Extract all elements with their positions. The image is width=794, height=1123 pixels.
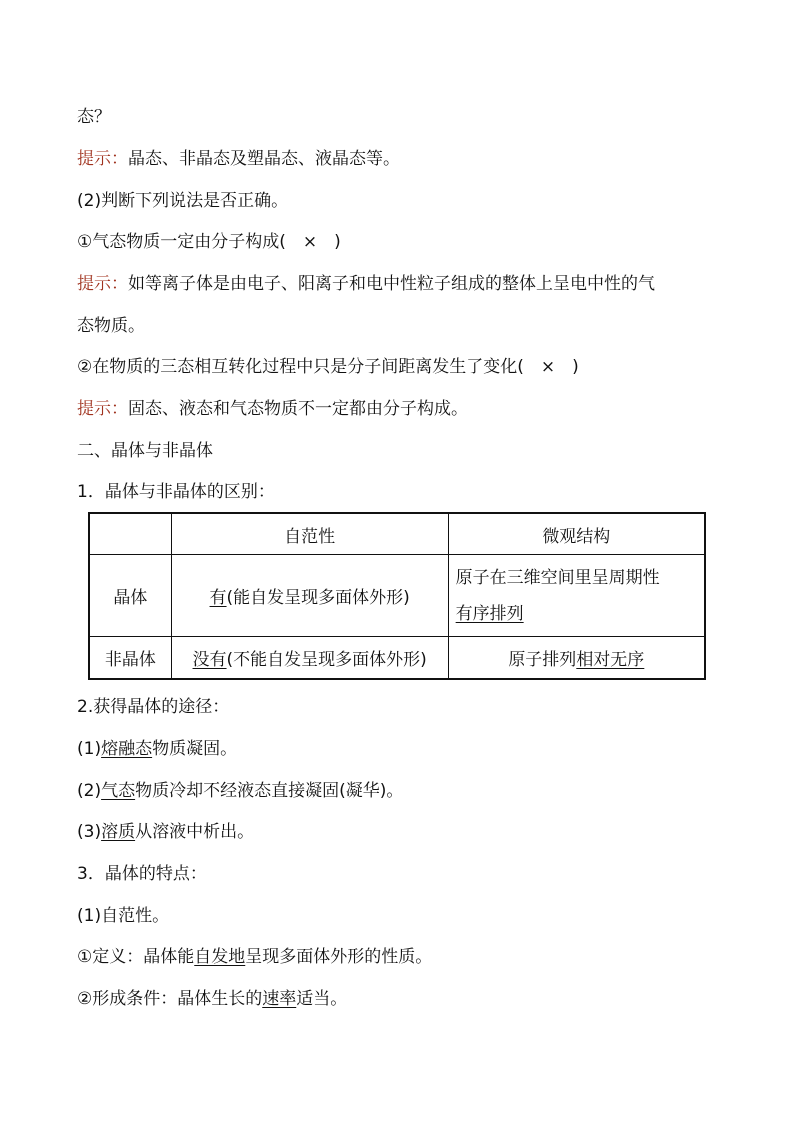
table-cell bbox=[171, 555, 448, 637]
answer-blank: 自发地 bbox=[194, 947, 246, 967]
cell-text: (能自发呈现多面体外形) bbox=[226, 588, 410, 608]
answer-blank: 有 bbox=[209, 588, 227, 608]
hint-line bbox=[77, 398, 468, 420]
section-heading: 二、晶体与非晶体 bbox=[77, 441, 213, 461]
hint-text: 晶态、非晶态及塑晶态、液晶态等。 bbox=[128, 149, 400, 169]
text-line: 态物质。 bbox=[77, 316, 145, 336]
table-row bbox=[89, 555, 705, 637]
answer-blank: 气态 bbox=[101, 781, 136, 801]
list-number: (1) bbox=[77, 739, 102, 759]
hint-label: 提示： bbox=[77, 149, 128, 169]
text-line: (2)判断下列说法是否正确。 bbox=[77, 191, 289, 211]
list-text: 物质冷却不经液态直接凝固(凝华)。 bbox=[135, 781, 404, 801]
subsection-heading: 2.获得晶体的途径： bbox=[77, 697, 230, 717]
list-item bbox=[77, 821, 254, 843]
answer-blank: 没有 bbox=[192, 650, 227, 670]
text-line: (1)自范性。 bbox=[77, 906, 170, 926]
statement-line: ②在物质的三态相互转化过程中只是分子间距离发生了变化( × ) bbox=[77, 357, 579, 377]
cell-text: 原子在三维空间里呈周期性 bbox=[455, 567, 660, 588]
table-cell: 晶体 bbox=[89, 555, 171, 637]
table-cell: 非晶体 bbox=[89, 637, 171, 680]
hint-label: 提示： bbox=[77, 399, 128, 419]
answer-blank: 相对无序 bbox=[576, 650, 645, 670]
table-header-cell: 微观结构 bbox=[448, 513, 705, 555]
subsection-heading: 3．晶体的特点： bbox=[77, 864, 207, 884]
list-text: 呈现多面体外形的性质。 bbox=[245, 947, 433, 967]
list-number: (2) bbox=[77, 781, 102, 801]
list-item bbox=[77, 738, 237, 760]
table-header-cell bbox=[89, 513, 171, 555]
list-text: 从溶液中析出。 bbox=[135, 822, 255, 842]
table-cell bbox=[171, 637, 448, 680]
table-row bbox=[89, 637, 705, 680]
statement-line: ①气态物质一定由分子构成( × ) bbox=[77, 232, 341, 252]
list-text: ②形成条件：晶体生长的 bbox=[77, 989, 263, 1009]
list-item bbox=[77, 988, 347, 1010]
list-number: (3) bbox=[77, 822, 102, 842]
list-item bbox=[77, 946, 432, 968]
list-text: 适当。 bbox=[296, 989, 348, 1009]
text-line: 态？ bbox=[77, 107, 111, 127]
hint-line bbox=[77, 273, 655, 295]
hint-text: 固态、液态和气态物质不一定都由分子构成。 bbox=[128, 399, 468, 419]
cell-text: (不能自发呈现多面体外形) bbox=[226, 650, 427, 670]
table-cell bbox=[448, 637, 705, 680]
answer-blank: 熔融态 bbox=[101, 739, 153, 759]
table-header-row bbox=[89, 513, 705, 555]
hint-text: 如等离子体是由电子、阳离子和电中性粒子组成的整体上呈电中性的气 bbox=[128, 274, 655, 294]
answer-blank: 有序排列 bbox=[455, 603, 524, 624]
cell-text: 原子排列 bbox=[508, 650, 577, 670]
hint-label: 提示： bbox=[77, 274, 128, 294]
table-cell bbox=[448, 555, 705, 637]
subsection-heading: 1．晶体与非晶体的区别： bbox=[77, 482, 275, 502]
table-header-cell: 自范性 bbox=[171, 513, 448, 555]
list-text: 物质凝固。 bbox=[152, 739, 238, 759]
answer-blank: 溶质 bbox=[101, 822, 136, 842]
list-item bbox=[77, 780, 403, 802]
answer-blank: 速率 bbox=[262, 989, 297, 1009]
comparison-table bbox=[88, 512, 706, 680]
hint-line bbox=[77, 148, 400, 170]
list-text: ①定义：晶体能 bbox=[77, 947, 195, 967]
